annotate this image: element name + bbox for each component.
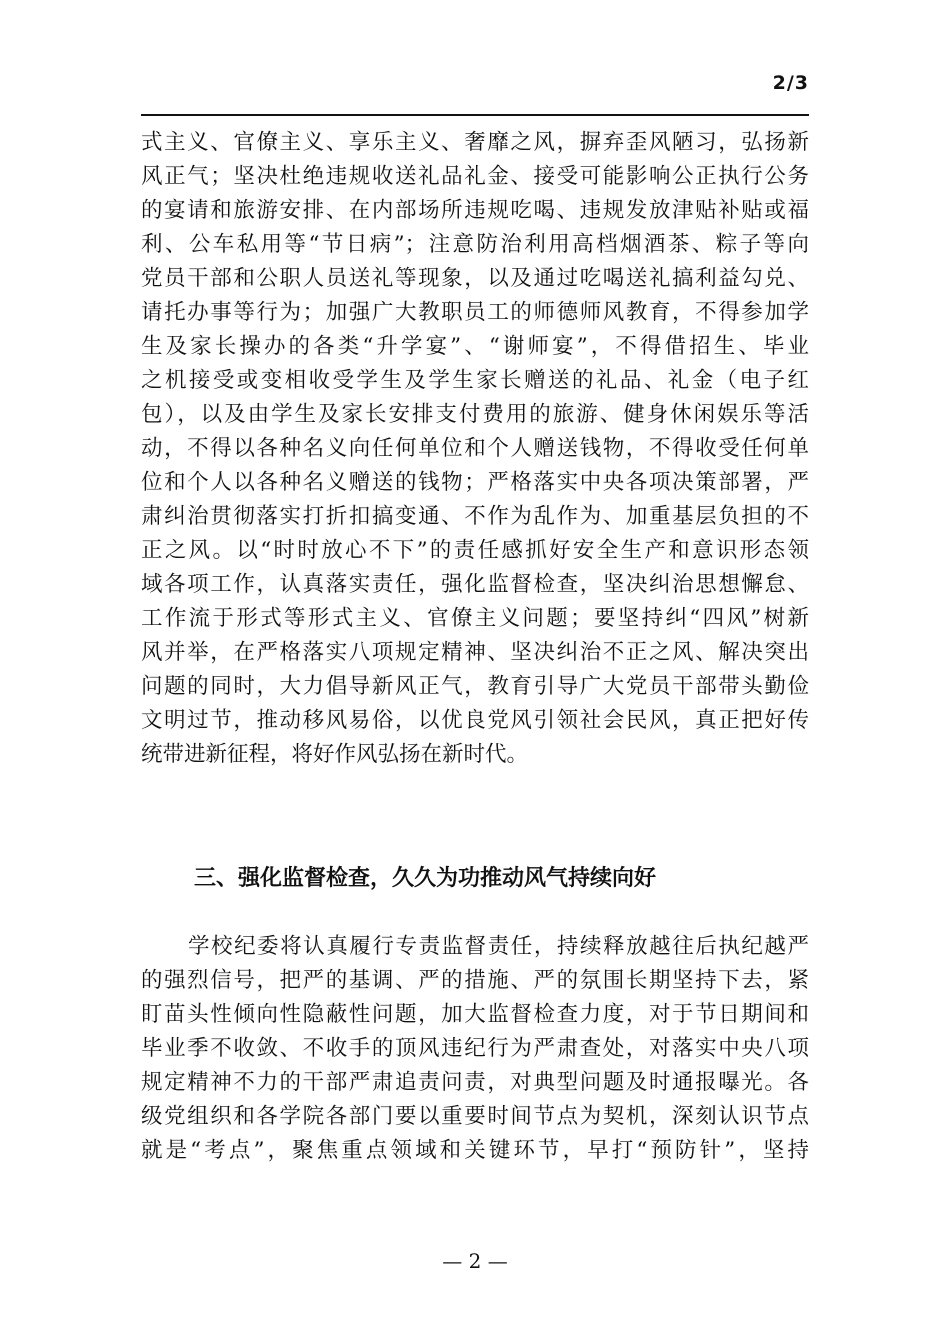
text-line: 的宴请和旅游安排、在内部场所违规吃喝、违规发放津贴补贴或福 (141, 198, 809, 223)
text-line: 问题的同时，大力倡导新风正气，教育引导广大党员干部带头勤俭 (141, 674, 809, 699)
text-line: 风正气；坚决杜绝违规收送礼品礼金、接受可能影响公正执行公务 (141, 164, 809, 189)
text-line: 规定精神不力的干部严肃追责问责，对典型问题及时通报曝光。各 (141, 1070, 809, 1095)
text-line: 风并举，在严格落实八项规定精神、坚决纠治不正之风、解决突出 (141, 640, 809, 665)
text-line: 毕业季不收敛、不收手的顶风违纪行为严肃查处，对落实中央八项 (141, 1036, 809, 1061)
text-line: 请托办事等行为；加强广大教职员工的师德师风教育，不得参加学 (141, 300, 809, 325)
text-line: 就是“考点”，聚焦重点领域和关键环节，早打“预防针”，坚持 (141, 1138, 809, 1163)
text-line: 盯苗头性倾向性隐蔽性问题，加大监督检查力度，对于节日期间和 (141, 1002, 809, 1027)
page-counter: 2/3 (772, 72, 809, 94)
text-line: 统带进新征程，将好作风弘扬在新时代。 (141, 742, 529, 767)
text-line: 文明过节，推动移风易俗，以优良党风引领社会民风，真正把好传 (141, 708, 809, 733)
text-line: 正之风。以“时时放心不下”的责任感抓好安全生产和意识形态领 (141, 538, 809, 563)
page-number: — 2 — (442, 1249, 508, 1273)
text-line: 式主义、官僚主义、享乐主义、奢靡之风，摒弃歪风陋习，弘扬新 (141, 130, 809, 155)
text-line: 肃纠治贯彻落实打折扣搞变通、不作为乱作为、加重基层负担的不 (141, 504, 809, 529)
text-line: 生及家长操办的各类“升学宴”、“谢师宴”，不得借招生、毕业 (141, 334, 809, 359)
text-line: 包），以及由学生及家长安排支付费用的旅游、健身休闲娱乐等活 (141, 402, 809, 427)
text-line: 位和个人以各种名义赠送的钱物；严格落实中央各项决策部署，严 (141, 470, 809, 495)
text-line: 域各项工作，认真落实责任，强化监督检查，坚决纠治思想懈怠、 (141, 572, 809, 597)
section-heading: 三、强化监督检查，久久为功推动风气持续向好 (194, 866, 657, 891)
header-rule (141, 114, 809, 116)
text-line: 之机接受或变相收受学生及学生家长赠送的礼品、礼金（电子红 (141, 368, 809, 393)
text-line: 工作流于形式等形式主义、官僚主义问题；要坚持纠“四风”树新 (141, 606, 809, 631)
text-line: 党员干部和公职人员送礼等现象，以及通过吃喝送礼搞利益勾兑、 (141, 266, 809, 291)
text-line: 的强烈信号，把严的基调、严的措施、严的氛围长期坚持下去，紧 (141, 968, 809, 993)
text-line: 级党组织和各学院各部门要以重要时间节点为契机，深刻认识节点 (141, 1104, 809, 1129)
text-line: 动，不得以各种名义向任何单位和个人赠送钱物，不得收受任何单 (141, 436, 809, 461)
text-line: 利、公车私用等“节日病”；注意防治利用高档烟酒茶、粽子等向 (141, 232, 809, 257)
text-line: 学校纪委将认真履行专责监督责任，持续释放越往后执纪越严 (188, 934, 809, 959)
